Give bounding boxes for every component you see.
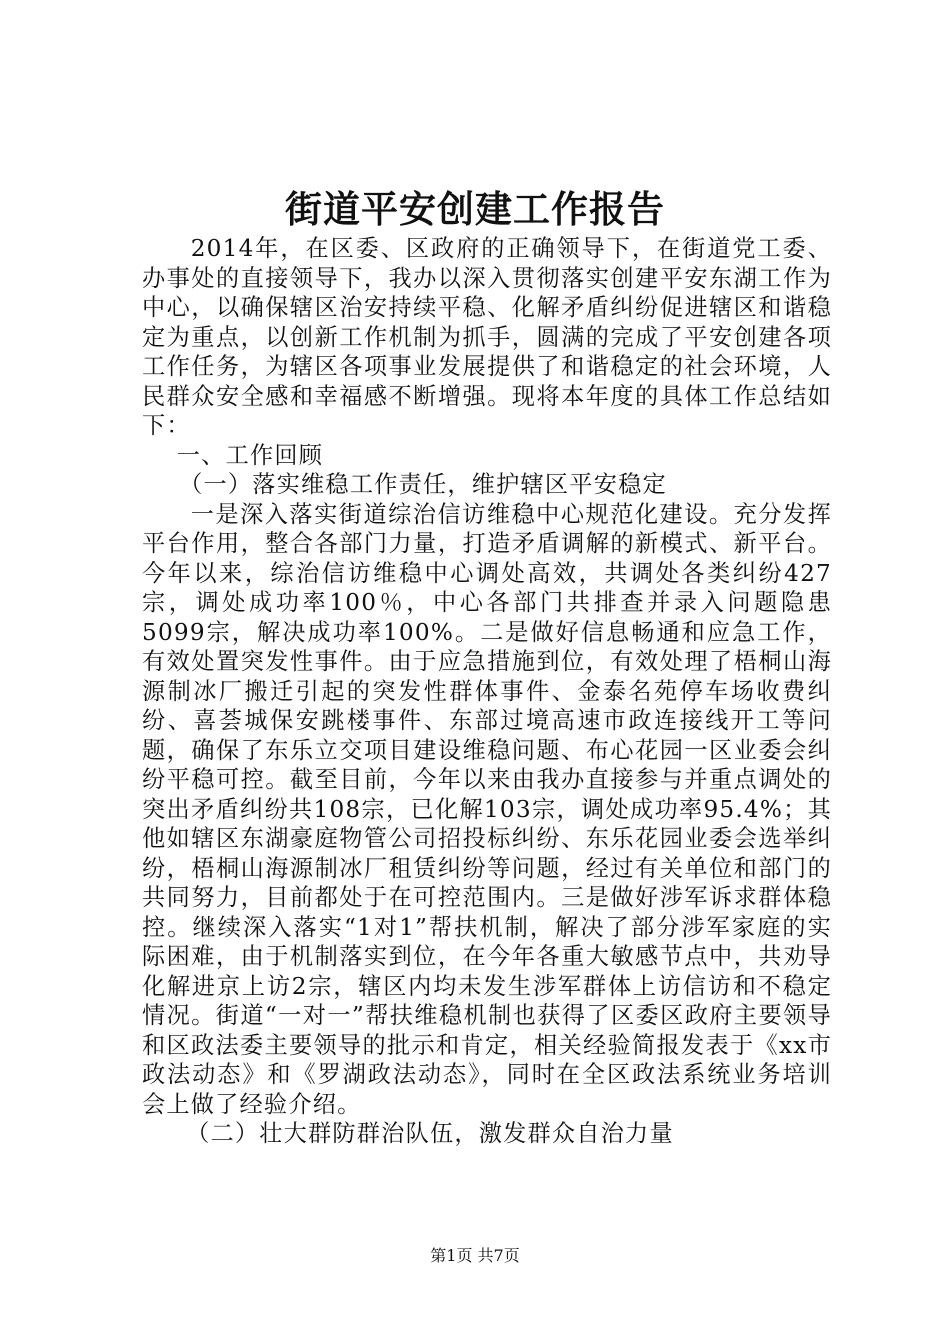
page-number-footer: 第1页 共7页	[430, 1246, 520, 1265]
subsection-heading-1: （一）落实维稳工作责任，维护辖区平安稳定	[179, 471, 667, 498]
intro-paragraph: 2014年，在区委、区政府的正确领导下，在街道党工委、办事处的直接领导下，我办以深入贯彻落实创建平安东湖工作为中心，以确保辖区治安持续平稳、化解矛盾纠纷促进辖区和谐稳定为重点，以创新工作机制为抓手，圆满的完成了平安创建各项工作任务，为辖区各项事业发展提供了和谐稳定的社会环境，人民群众安全感和幸福感不断增强。现将本年度的具体工作总结如下：	[142, 235, 832, 439]
subsection-heading-2: （二）壮大群防群治队伍，激发群众自治力量	[186, 1120, 674, 1147]
body-paragraph-1: 一是深入落实街道综治信访维稳中心规范化建设。充分发挥平台作用，整合各部门力量，打造矛盾调解的新模式、新平台。今年以来，综治信访维稳中心调处高效，共调处各类纠纷427宗，调处成功率100％，中心各部门共排查并录入问题隐患5099宗，解决成功率100%。二是做好信息畅通和应急工作，有效处置突发性事件。由于应急措施到位，有效处理了梧桐山海源制冰厂搬迁引起的突发性群体事件、金泰名苑停车场收费纠纷、喜荟城保安跳楼事件、东部过境高速市政连接线开工等问题，确保了东乐立交项目建设维稳问题、布心花园一区业委会纠纷平稳可控。截至目前，今年以来由我办直接参与并重点调处的突出矛盾纠纷共108宗，已化解103宗，调处成功率95.4%；其他如辖区东湖豪庭物管公司招投标纠纷、东乐花园业委会选举纠纷，梧桐山海源制冰厂租赁纠纷等问题，经过有关单位和部门的共同努力，目前都处于在可控范围内。三是做好涉军诉求群体稳控。继续深入落实“1对1”帮扶机制，解决了部分涉军家庭的实际困难，由于机制落实到位，在今年各重大敏感节点中，共劝导化解进京上访2宗，辖区内均未发生涉军群体上访信访和不稳定情况。街道“一对一”帮扶维稳机制也获得了区委区政府主要领导和区政法委主要领导的批示和肯定，相关经验简报发表于《xx市政法动态》和《罗湖政法动态》，同时在全区政法系统业务培训会上做了经验介绍。	[142, 500, 832, 1118]
section-heading-review: 一、工作回顾	[176, 441, 324, 469]
document-body	[142, 234, 832, 1149]
document-title: 街道平安创建工作报告	[285, 187, 665, 231]
